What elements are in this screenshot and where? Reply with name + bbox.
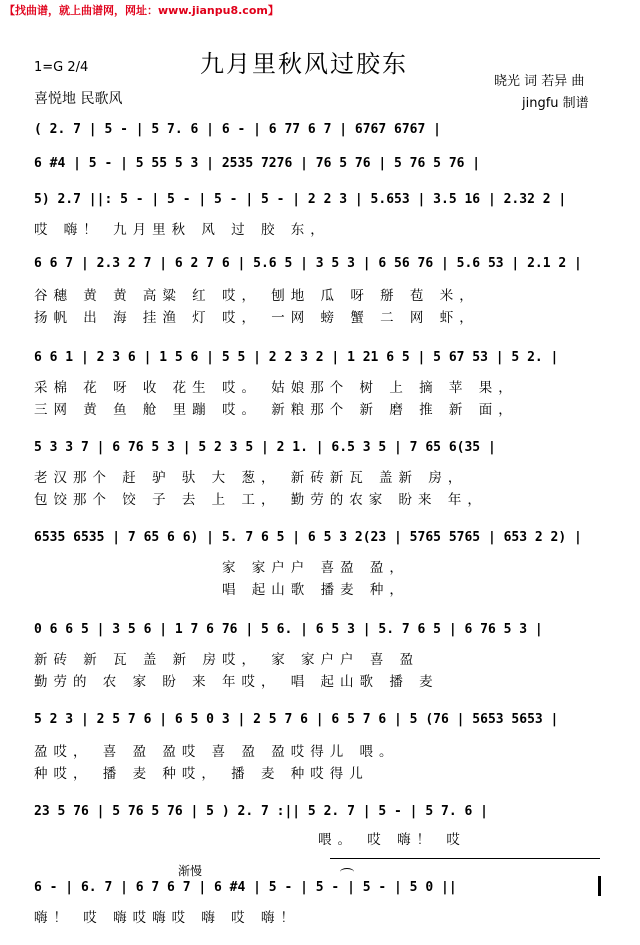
lyric-row-6a: 老汉那个 赶 驴 驮 大 葱， 新砖新瓦 盖新 房， [34,470,468,486]
volta-bracket-line [330,858,600,859]
notation-row-4: 6 6 7 | 2.3 2 7 | 6 2 7 6 | 5.6 5 | 3 5 3 | 6 56 76 | 5.6 53 | 2.1 2 | [34,256,582,271]
notation-row-1: ( 2. 7 | 5 - | 5 7. 6 | 6 - | 6 77 6 7 | 6767 6767 | [34,122,441,137]
notation-row-5: 6 6 1 | 2 3 6 | 1 5 6 | 5 5 | 2 2 3 2 | 1 21 6 5 | 5 67 53 | 5 2. | [34,350,559,365]
watermark-text: 【找曲谱，就上曲谱网，网址：www.jianpu8.com】 [4,4,279,17]
credit-transcriber: jingfu 制谱 [522,96,589,111]
lyric-row-9a: 盈哎， 喜 盈 盈哎 喜 盈 盈哎得儿 喂。 [34,744,399,760]
lyric-row-5a: 采棉 花 呀 收 花生 哎。 姑娘那个 树 上 摘 苹 果， [34,380,518,396]
lyric-row-10: 喂。 哎 嗨！ 哎 [318,832,466,848]
final-barline [598,876,601,896]
notation-row-11: 6 - | 6. 7 | 6 7 6 7 | 6 #4 | 5 - | 5 - | 5 - | 5 0 || [34,880,457,895]
notation-row-7: 6535 6535 | 7 65 6 6) | 5. 7 6 5 | 6 5 3 2(23 | 5765 5765 | 653 2 2) | [34,530,582,545]
fermata-mark [340,868,354,876]
tempo-marking: 喜悦地 民歌风 [34,91,123,107]
notation-row-9: 5 2 3 | 2 5 7 6 | 6 5 0 3 | 2 5 7 6 | 6 5 7 6 | 5 (76 | 5653 5653 | [34,712,559,727]
credit-composer: 晓光 词 若异 曲 [494,74,585,89]
lyric-row-11: 嗨！ 哎 嗨哎嗨哎 嗨 哎 嗨！ [34,910,300,926]
lyric-row-8b: 勤劳的 农 家 盼 来 年哎， 唱 起山歌 播 麦 [34,674,439,690]
notation-row-3: 5) 2.7 ||: 5 - | 5 - | 5 - | 5 - | 2 2 3 | 5.653 | 3.5 16 | 2.32 2 | [34,192,567,207]
lyric-row-8a: 新砖 新 瓦 盖 新 房哎， 家 家户户 喜 盈 [34,652,420,668]
notation-row-2: 6 #4 | 5 - | 5 55 5 3 | 2535 7276 | 76 5 76 | 5 76 5 76 | [34,156,481,171]
lyric-row-6b: 包饺那个 饺 子 去 上 工， 勤劳的农家 盼来 年， [34,492,487,508]
lyric-row-9b: 种哎， 播 麦 种哎， 播 麦 种哎得儿 [34,766,369,782]
key-signature: 1=G 2/4 [34,60,89,75]
lyric-row-4a: 谷穗 黄 黄 高粱 红 哎， 刨地 瓜 呀 掰 苞 米， [34,288,479,304]
lyric-row-5b: 三网 黄 鱼 舱 里蹦 哎。 新粮那个 新 磨 推 新 面， [34,402,518,418]
notation-row-10: 23 5 76 | 5 76 5 76 | 5 ) 2. 7 :|| 5 2. 7 | 5 - | 5 7. 6 | [34,804,488,819]
lyric-row-4b: 扬帆 出 海 挂渔 灯 哎， 一网 螃 蟹 二 网 虾， [34,310,479,326]
ritardando-marking: 渐慢 [178,864,203,878]
lyric-row-3: 哎 嗨！ 九月里秋 风 过 胶 东， [34,222,330,238]
notation-row-8: 0 6 6 5 | 3 5 6 | 1 7 6 76 | 5 6. | 6 5 3 | 5. 7 6 5 | 6 76 5 3 | [34,622,543,637]
lyric-row-7b: 唱 起山歌 播麦 种， [222,582,409,598]
song-title: 九月里秋风过胶东 [200,50,408,78]
notation-row-6: 5 3 3 7 | 6 76 5 3 | 5 2 3 5 | 2 1. | 6.5 3 5 | 7 65 6(35 | [34,440,496,455]
lyric-row-7a: 家 家户户 喜盈 盈， [222,560,409,576]
